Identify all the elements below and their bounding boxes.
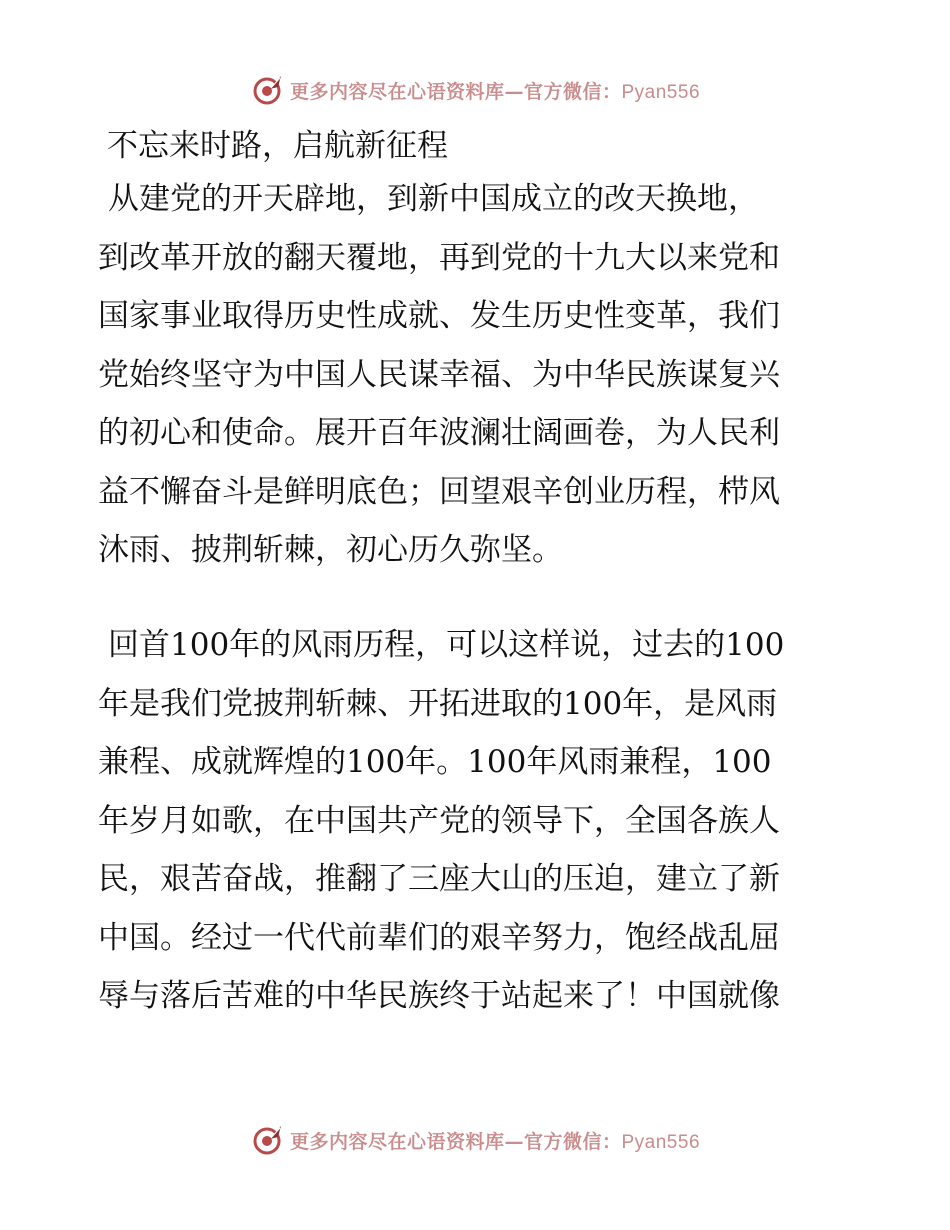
paragraph-line: 回首100年的风雨历程，可以这样说，过去的100 <box>108 627 785 663</box>
paragraph-line: 党始终坚守为中国人民谋幸福、为中华民族谋复兴 <box>98 356 780 393</box>
paragraph-line: 国家事业取得历史性成就、发生历史性变革，我们 <box>98 298 780 334</box>
paragraph-line: 益不懈奋斗是鲜明底色；回望艰辛创业历程，栉风 <box>98 473 780 510</box>
footer-banner-text: 更多内容尽在心语资料库—官方微信：Pyan556 <box>289 1130 701 1153</box>
paragraph-1 <box>98 170 850 580</box>
paragraph-line: 到改革开放的翻天覆地，再到党的十九大以来党和 <box>98 239 780 276</box>
paragraph-line: 的初心和使命。展开百年波澜壮阔画卷，为人民利 <box>98 415 780 451</box>
quill-logo-icon <box>250 73 284 107</box>
paragraph-line: 年是我们党披荆斩棘、开拓进取的100年，是风雨 <box>98 685 778 722</box>
header-account-id: Pyan556 <box>621 81 701 103</box>
header-banner-text: 更多内容尽在心语资料库—官方微信：Pyan556 <box>289 80 701 103</box>
paragraph-line: 中国。经过一代代前辈们的艰辛努力，饱经战乱屈 <box>98 919 780 956</box>
paragraph-line: 兼程、成就辉煌的100年。100年风雨兼程，100 <box>98 744 772 780</box>
paragraph-line: 民，艰苦奋战，推翻了三座大山的压迫，建立了新 <box>98 861 780 897</box>
footer-banner <box>0 1120 950 1160</box>
quill-logo-icon <box>250 1123 284 1157</box>
footer-account-id: Pyan556 <box>621 1131 701 1153</box>
paragraph-2 <box>98 616 850 1026</box>
paragraph-line: 辱与落后苦难的中华民族终于站起来了！中国就像 <box>98 978 780 1014</box>
document-title: 不忘来时路，启航新征程 <box>107 128 448 164</box>
paragraph-line: 年岁月如歌，在中国共产党的领导下，全国各族人 <box>98 802 780 839</box>
header-banner <box>0 70 950 110</box>
paragraph-line: 沐雨、披荆斩棘，初心历久弥坚。 <box>98 532 563 568</box>
paragraph-line: 从建党的开天辟地，到新中国成立的改天换地， <box>108 181 759 217</box>
